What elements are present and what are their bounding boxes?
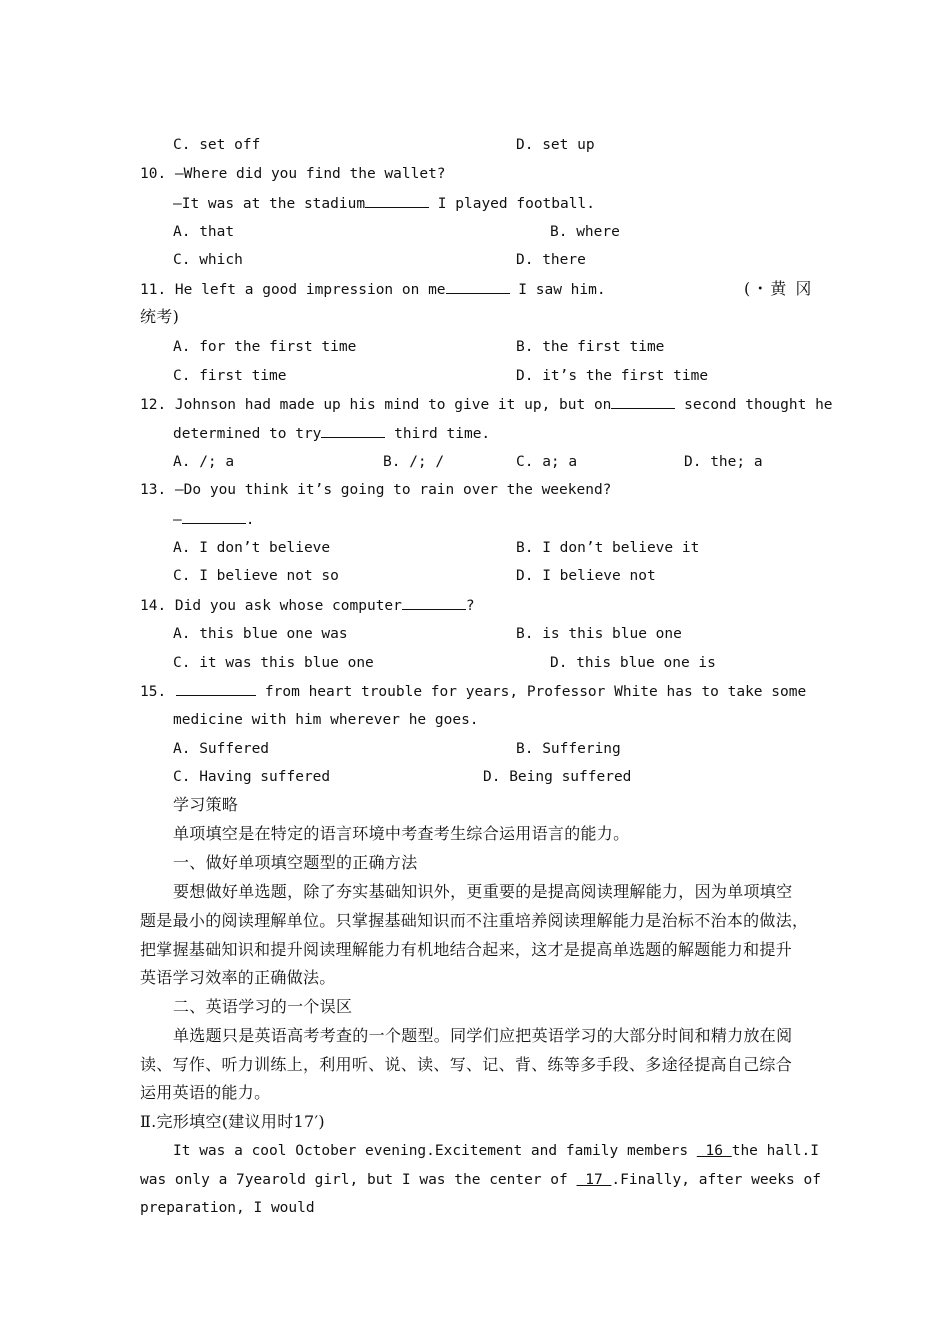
q11-option-a: A. for the first time bbox=[173, 339, 357, 355]
q15-option-c: C. Having suffered bbox=[173, 769, 331, 785]
q14-option-a: A. this blue one was bbox=[173, 626, 348, 642]
strategy-section2-line: 读、写作、听力训练上，利用听、说、读、写、记、背、练等多手段、多途径提高自己综合 bbox=[140, 1055, 793, 1074]
strategy-section1-title: 一、做好单项填空题型的正确方法 bbox=[173, 853, 418, 872]
q12-line2-end: third time. bbox=[385, 426, 491, 442]
answer-blank bbox=[446, 279, 510, 294]
strategy-heading: 学习策略 bbox=[173, 795, 239, 814]
q12-line2-text: determined to try bbox=[173, 426, 322, 442]
q14-option-d: D. this blue one is bbox=[550, 655, 716, 671]
q10-line2-text: —It was at the stadium bbox=[173, 196, 366, 212]
answer-blank bbox=[182, 509, 246, 524]
q12-line2 bbox=[173, 423, 490, 444]
q10-line2-end: I played football. bbox=[429, 196, 595, 212]
q14-stem-end: ? bbox=[465, 598, 475, 614]
q11-stem-end: I saw him. bbox=[509, 282, 606, 298]
q10-option-b: B. where bbox=[550, 224, 620, 240]
answer-blank bbox=[402, 595, 466, 610]
strategy-section1-line: 要想做好单选题，除了夯实基础知识外，更重要的是提高阅读理解能力，因为单项填空 bbox=[173, 882, 793, 901]
cloze-title: Ⅱ.完形填空(建议用时17′) bbox=[140, 1112, 325, 1131]
q11-source-end: 统考) bbox=[140, 307, 180, 326]
q11-source: (・黄 冈 bbox=[744, 279, 814, 298]
q13-stem: 13. —Do you think it’s going to rain over the weekend? bbox=[140, 482, 612, 498]
q10-option-a: A. that bbox=[173, 224, 235, 240]
cloze-paragraph-line: preparation, I would bbox=[140, 1200, 315, 1216]
q13-option-a: A. I don’t believe bbox=[173, 540, 331, 556]
q15-stem-text: from heart trouble for years, Professor White has to take some bbox=[256, 684, 807, 700]
q10-stem: 10. —Where did you find the wallet? bbox=[140, 166, 446, 182]
q15-number: 15. bbox=[140, 684, 167, 700]
q10-option-d: D. there bbox=[516, 252, 586, 268]
q13-option-d: D. I believe not bbox=[516, 568, 656, 584]
cloze-text: .Finally, after weeks of bbox=[611, 1172, 821, 1188]
q14-stem bbox=[140, 595, 475, 616]
cloze-text: the hall.I bbox=[731, 1143, 820, 1159]
q9-option-d: D. set up bbox=[516, 137, 595, 153]
q12-option-c: C. a; a bbox=[516, 454, 578, 470]
q12-option-d: D. the; a bbox=[684, 454, 763, 470]
q13-dash: — bbox=[173, 512, 182, 528]
q11-stem-text: 11. He left a good impression on me bbox=[140, 282, 446, 298]
q13-option-b: B. I don’t believe it bbox=[516, 540, 700, 556]
q10-option-c: C. which bbox=[173, 252, 243, 268]
cloze-text: It was a cool October evening.Excitement and family members bbox=[173, 1143, 697, 1159]
strategy-section1-line: 英语学习效率的正确做法。 bbox=[140, 968, 336, 987]
q15-option-d: D. Being suffered bbox=[483, 769, 632, 785]
answer-blank bbox=[321, 423, 385, 438]
q12-option-a: A. /; a bbox=[173, 454, 235, 470]
q11-option-b: B. the first time bbox=[516, 339, 665, 355]
answer-blank bbox=[611, 394, 675, 409]
q12-stem bbox=[140, 394, 833, 415]
strategy-section2-line: 运用英语的能力。 bbox=[140, 1083, 271, 1102]
q13-period: . bbox=[245, 512, 255, 528]
q12-option-b: B. /; / bbox=[383, 454, 445, 470]
strategy-section1-line: 把掌握基础知识和提升阅读理解能力有机地结合起来，这才是提高单选题的解题能力和提升 bbox=[140, 940, 793, 959]
q12-stem-text: 12. Johnson had made up his mind to give it up, but on bbox=[140, 397, 612, 413]
q10-line2 bbox=[173, 193, 595, 214]
q14-stem-text: 14. Did you ask whose computer bbox=[140, 598, 402, 614]
q13-option-c: C. I believe not so bbox=[173, 568, 339, 584]
answer-blank bbox=[365, 193, 429, 208]
strategy-section2-line: 单选题只是英语高考考查的一个题型。同学们应把英语学习的大部分时间和精力放在阅 bbox=[173, 1026, 793, 1045]
q11-option-c: C. first time bbox=[173, 368, 287, 384]
q15-option-a: A. Suffered bbox=[173, 741, 270, 757]
cloze-text: was only a 7yearold girl, but I was the center of bbox=[140, 1172, 577, 1188]
cloze-paragraph-line bbox=[173, 1141, 819, 1161]
q15-stem bbox=[140, 681, 806, 702]
answer-blank bbox=[176, 681, 256, 696]
q14-option-c: C. it was this blue one bbox=[173, 655, 374, 671]
q12-stem-end: second thought he bbox=[675, 397, 833, 413]
q15-option-b: B. Suffering bbox=[516, 741, 621, 757]
strategy-intro: 单项填空是在特定的语言环境中考查考生综合运用语言的能力。 bbox=[173, 824, 630, 843]
q11-stem bbox=[140, 279, 606, 300]
q13-line2 bbox=[173, 509, 254, 530]
cloze-paragraph-line bbox=[140, 1170, 821, 1190]
q11-option-d: D. it’s the first time bbox=[516, 368, 709, 384]
strategy-section1-line: 题是最小的阅读理解单位。只掌握基础知识而不注重培养阅读理解能力是治标不治本的做法， bbox=[140, 911, 809, 930]
cloze-blank-17: 17 bbox=[576, 1172, 612, 1188]
strategy-section2-title: 二、英语学习的一个误区 bbox=[173, 997, 353, 1016]
cloze-blank-16: 16 bbox=[696, 1143, 732, 1159]
q9-option-c: C. set off bbox=[173, 137, 261, 153]
q14-option-b: B. is this blue one bbox=[516, 626, 682, 642]
q15-line2: medicine with him wherever he goes. bbox=[173, 712, 479, 728]
